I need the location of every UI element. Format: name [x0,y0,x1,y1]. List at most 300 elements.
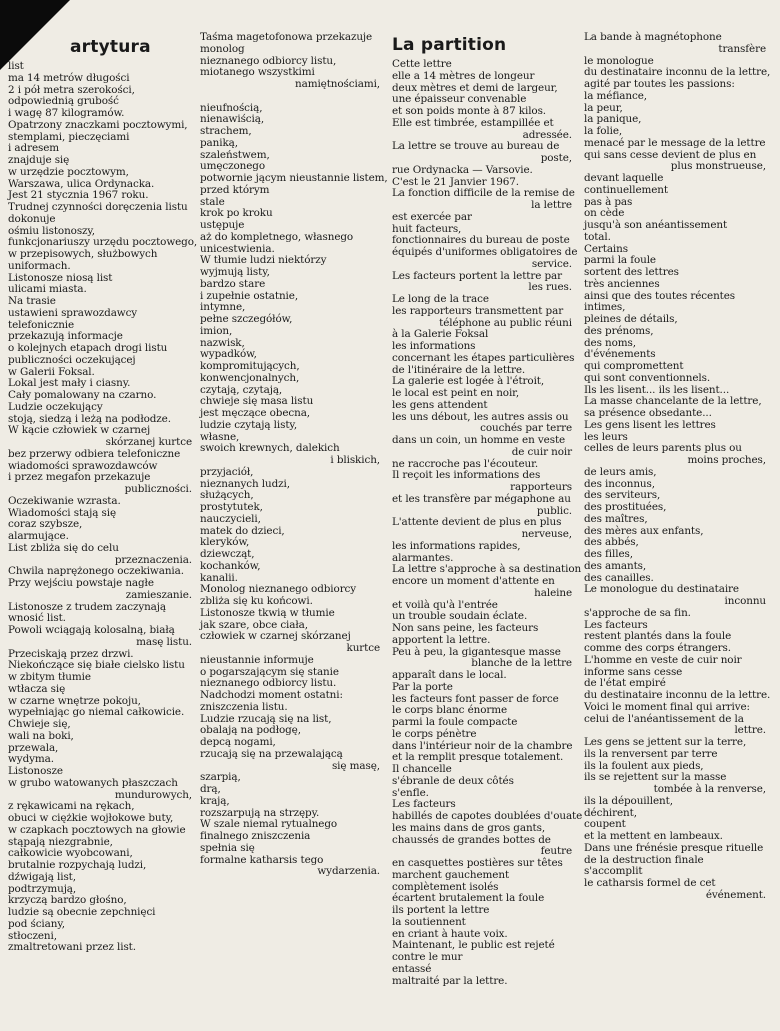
text-line: et la remplit presque totalement. [392,751,564,764]
text-line: d'événements [584,348,656,361]
text-line: elle a 14 mètres de longeur [392,69,535,82]
text-line: wypełniając go niemal całkowicie. [8,706,185,719]
text-line: comme des corps étrangers. [584,642,731,654]
text-line: kompromitujących, [200,360,300,372]
polish-text-2 [200,31,388,878]
text-line: Cette lettre [392,58,452,70]
text-line: w grubo watowanych płaszczach [8,776,178,789]
text-line: parmi la foule [584,254,656,267]
text-line: w czarne wnętrze pokoju, [8,694,141,707]
text-line: paniką, [200,136,238,149]
text-line: wali na boki, [8,729,74,742]
text-line: s'ébranle de deux côtés [392,774,514,787]
text-line: W tłumie ludzi niektórzy [200,254,327,267]
text-line: nieznanego odbiorcy listu, [200,54,337,67]
text-line: publiczności oczekującej [8,353,136,366]
text-line: kochanków, [200,559,261,572]
text-line: o pogarszającym się stanie [200,665,339,678]
text-line: menacé par le message de la lettre [584,136,766,149]
text-line: pleines de détails, [584,313,678,325]
text-line: pas à pas [584,195,633,208]
text-line: inconnu [724,595,766,607]
text-line: dans un coin, un homme en veste [392,434,566,446]
text-line: List zbliża się do celu [8,541,119,554]
text-line: o kolejnych etapach drogi listu [8,342,168,354]
text-line: les gens attendent [392,398,488,411]
text-line: les rapporteurs transmettent par [392,304,564,317]
text-line: Taśma magetofonowa przekazuje [200,31,373,43]
text-line: kurtce [346,642,380,654]
text-line: ne raccroche pas l'écouteur. [392,457,539,470]
text-line: service. [531,257,572,270]
text-line: drą, [200,783,221,795]
text-line: Jest 21 stycznia 1967 roku. [8,189,149,202]
text-line: Les facteurs [392,798,456,811]
french-column-1 [392,32,583,987]
text-line: des canailles. [584,571,654,584]
text-line: coupent [584,818,626,831]
text-line: les uns débout, les autres assis ou [392,410,569,423]
text-line: obuci w ciężkie wojłokowe buty, [8,812,174,824]
text-line: służących, [200,489,254,502]
polish-column-1 [8,34,198,954]
text-line: qui sont conventionnels. [584,371,711,384]
text-line: blanche de la lettre [471,657,572,670]
text-line: le monologue [584,54,654,67]
text-line: jak szare, obce ciała, [200,618,308,631]
text-line: kanalii. [200,571,238,584]
text-line: nieustannie informuje [200,653,314,666]
text-line: du destinataire inconnu de la lettre. [584,689,771,701]
text-line: téléphone au public réuni [439,316,572,329]
text-line: depcą nogami, [200,736,276,748]
text-line: przekazują informacje [8,330,123,343]
text-line: wydarzenia. [317,865,380,878]
text-line: strachem, [200,125,252,137]
text-line: les informations [392,340,476,352]
text-line: nauczycieli, [200,512,261,525]
text-line: stoją, siedzą i leżą na podłodze. [8,412,171,425]
text-line: wnosić list. [8,612,66,625]
text-line: La lettre s'approche à sa destination [392,563,582,576]
text-line: L'attente devient de plus en plus [392,516,562,529]
text-line: dans l'intérieur noir de la chambre [392,739,573,752]
text-line: w urzędzie pocztowym, [8,165,129,178]
text-line: en criant à haute voix. [392,927,508,940]
french-title: La partition [392,35,507,55]
text-line: Les facteurs [584,618,648,631]
text-line: Oczekiwanie wzrasta. [8,494,121,507]
text-line [200,91,380,103]
text-line: Ludzie oczekujący [8,400,103,413]
text-line: Trudnej czynności doręczenia listu [8,201,188,213]
text-line: finalnego zniszczenia [200,830,311,842]
text-line: moins proches, [687,454,766,466]
text-line: et les transfère par mégaphone au [392,492,571,505]
text-line: en casquettes postières sur têtes [392,857,563,869]
text-line: stłoczeni, [8,929,57,942]
text-line: équipés d'uniformes obligatoires de [392,246,578,258]
text-line: nieznanego odbiorcy listu. [200,677,337,690]
text-line: w czapkach pocztowych na głowie [8,823,186,836]
text-line: un trouble soudain éclate. [392,610,528,623]
text-line: bez przerwy odbiera telefoniczne [8,447,181,460]
text-line: apparaît dans le local. [392,669,507,681]
text-line: funkcjonariuszy urzędu pocztowego, [8,236,198,249]
polish-title: artytura [70,37,151,57]
text-line: deux mètres et demi de largeur, [392,81,558,94]
text-line: znajduje się [8,154,70,166]
text-line: Cały pomalowany na czarno. [8,389,157,401]
text-line: ma 14 metrów długości [8,71,130,84]
text-line: zmaltretowani przez list. [8,941,136,954]
text-line: devant laquelle [584,172,664,184]
text-line: W kącie człowiek w czarnej [8,424,151,437]
text-line: miotanego wszystkimi [200,66,315,79]
text-line: tombée à la renverse, [653,783,766,795]
text-line: est exercée par [392,210,472,223]
text-line: entassé [392,962,432,975]
text-line: La galerie est logée à l'étroit, [392,375,545,388]
text-line: zbliża się ku końcowi. [200,595,313,607]
text-line: zamieszanie. [125,588,192,601]
text-line: les rues. [528,281,572,294]
text-line: la peur, [584,101,623,114]
text-line: człowiek w czarnej skórzanej [200,630,351,643]
text-line: brutalnie rozpychają ludzi, [8,859,147,871]
text-line: 2 i pół metra szerokości, [8,83,135,96]
text-line: celles de leurs parents plus ou [584,442,742,455]
text-line: Peu à peu, la gigantesque masse [392,645,561,658]
text-line: intimes, [584,301,626,314]
text-line: Niekończące się białe cielsko listu [8,659,185,672]
text-line: całkowicie wyobcowani, [8,847,133,860]
text-line: rzucają się na przewalającą [200,747,343,760]
text-line: lettre. [734,724,766,737]
text-line: Listonosze z trudem zaczynają [8,600,166,613]
text-line: sortent des lettres [584,266,679,278]
text-line: konwencjonalnych, [200,371,300,384]
text-line: w zbitym tłumie [8,671,91,683]
text-line: Na trasie [8,295,56,307]
text-line: uniformach. [8,259,71,272]
text-line: la méfiance, [584,89,647,102]
text-line: de cuir noir [511,445,572,458]
text-line: Listonosze [8,765,63,777]
text-line: Powoli wciągają kolosalną, białą [8,624,175,636]
text-line: public. [536,504,572,517]
text-line: des abbés, [584,536,639,549]
text-line: Chwieje się, [8,718,71,730]
text-line: odpowiednią grubość [8,95,119,108]
text-line: nazwisk, [200,336,245,349]
text-line: et son poids monte à 87 kilos. [392,105,547,117]
text-line: s'enfle. [392,786,429,799]
text-line: Les facteurs portent la lettre par [392,269,563,282]
text-line: szaleństwem, [200,148,270,161]
text-line: agité par toutes les passions: [584,78,735,90]
text-line: krzyczą bardzo głośno, [8,894,127,907]
french-text-1 [392,58,583,987]
text-line: obalają na podłogę, [200,724,301,737]
text-line: W szale niemal rytualnego [200,818,338,831]
text-line: Maintenant, le public est rejeté [392,939,555,952]
text-line: Przeciskają przez drzwi. [8,647,134,660]
text-line: des prostituées, [584,501,667,513]
text-line: L'homme en veste de cuir noir [584,653,742,666]
text-line: masę listu. [136,635,192,648]
text-line: Le long de la trace [392,293,489,305]
text-line: Voici le moment final qui arrive: [584,700,750,713]
text-line: ils la dépouillent, [584,794,673,807]
text-line: coraz szybsze, [8,518,83,531]
text-line: krok po kroku [200,207,273,220]
text-line: w przepisowych, służbowych [8,248,158,260]
text-line: Ludzie rzucają się na list, [200,712,332,725]
text-line: on cède [584,207,625,220]
text-line: la panique, [584,113,642,126]
text-line: à la Galerie Foksal [392,328,489,341]
text-line: la folie, [584,125,623,137]
text-line: une épaisseur convenable [392,93,527,106]
text-line: déchirent, [584,806,637,819]
text-line: informe sans cesse [584,665,683,678]
text-line: dziewcząt, [200,548,255,560]
text-line: list [8,60,24,72]
text-line: la soutiennent [392,915,466,928]
text-line: i zupełnie ostatnie, [200,289,299,302]
text-line: qui sans cesse devient de plus en [584,148,757,161]
text-line: jest męczące obecna, [200,407,311,419]
text-line: alarmantes. [392,551,454,564]
text-line: dźwigają list, [8,870,76,883]
text-line: rapporteurs [510,481,572,493]
text-line: stale [200,195,225,208]
french-column-2 [584,31,771,902]
text-line: i przez megafon przekazuje [8,471,151,484]
text-line: le corps pénètre [392,727,477,740]
text-line: Listonosze tkwią w tłumie [200,606,335,619]
text-line: bardzo stare [200,277,266,290]
text-line: wtłacza się [8,682,66,695]
text-line: matek do dzieci, [200,524,285,537]
text-line: maltraité par la lettre. [392,974,508,987]
text-line: La masse chancelante de la lettre, [584,395,762,408]
text-line: événement. [705,888,766,901]
text-line: ulicami miasta. [8,283,87,296]
text-line: przewala, [8,741,59,754]
text-line: des filles, [584,548,633,560]
text-line: Les gens se jettent sur la terre, [584,736,747,748]
text-line: telefonicznie [8,318,75,331]
text-line: habillés de capotes doublées d'ouate [392,810,583,822]
text-line: de l'itinéraire de la lettre. [392,363,526,376]
text-line: formalne katharsis tego [200,853,324,866]
text-line: Il reçoit les informations des [392,469,541,482]
text-line: de la destruction finale [584,853,704,866]
text-line: Opatrzony znaczkami pocztowymi, [8,118,188,131]
text-line: poste, [540,152,572,164]
text-line: Chwila naprężonego oczekiwania. [8,565,184,578]
text-line: dokonuje [8,212,56,225]
text-line: les mains dans de gros gants, [392,821,546,834]
text-line: très anciennes [584,277,660,290]
text-line: les facteurs font passer de force [392,692,559,705]
text-line: le local est peint en noir, [392,387,520,399]
text-line: czytają, czytają, [200,383,283,396]
text-line: continuellement [584,183,668,196]
text-line: potwornie jącym nieustannie listem, [200,172,388,184]
text-line: Par la porte [392,680,453,693]
text-line: et la mettent en lambeaux. [584,830,723,842]
text-line: pełne szczegółów, [200,313,293,325]
text-line: la lettre [531,199,572,211]
text-line: transfère [718,42,766,55]
text-line: des maîtres, [584,512,648,525]
text-line: complètement isolés [392,880,499,893]
text-line: aż do kompletnego, własnego [200,230,354,243]
text-line: ils se rejettent sur la masse [584,771,727,784]
text-line: i adresem [8,142,60,155]
text-line: z rękawicami na rękach, [8,800,135,813]
text-line: s'accomplit [584,865,643,878]
text-line: les leurs [584,430,628,443]
text-line: ustawieni sprawozdawcy [8,306,138,319]
text-line: fonctionnaires du bureau de poste [392,234,570,247]
text-line: le catharsis formel de cet [584,877,716,889]
text-line: les informations rapides, [392,539,521,552]
text-line: des noms, [584,336,636,349]
text-line: de l'état empiré [584,677,666,690]
polish-text-1 [8,60,198,954]
text-line: Certains [584,242,628,255]
text-line: i bliskich, [330,454,380,466]
text-line: La bande à magnétophone [584,31,722,43]
text-line: ludzie są obecnie zepchnięci [8,906,156,918]
text-line: des serviteurs, [584,489,661,502]
text-line: restent plantés dans la foule [584,630,732,643]
text-line: przeznaczenia. [114,553,192,566]
text-line: Il chancelle [392,763,452,775]
text-line: total. [584,230,611,243]
text-line: alarmujące. [8,530,69,542]
text-line: couchés par terre [480,422,572,435]
text-line: monolog [200,42,245,55]
text-line: des mères aux enfants, [584,524,704,537]
text-line: Wiadomości stają się [8,506,117,519]
text-line: własne, [200,430,240,443]
text-line: le corps blanc énorme [392,704,508,717]
text-line: nieznanych ludzi, [200,477,290,490]
text-line: feutre [540,845,572,858]
text-line: wypadków, [200,348,257,361]
text-line: skórzanej kurtce [105,436,192,448]
text-line: intymne, [200,301,246,314]
text-line: apportent la lettre. [392,633,491,646]
polish-column-2 [200,31,388,878]
text-line: wyjmują listy, [200,266,270,278]
text-line: chwieje się masa listu [200,395,314,408]
text-line: stąpają niezgrabnie, [8,835,113,848]
text-line: concernant les étapes particulières [392,351,575,364]
text-line: szarpią, [200,771,241,784]
text-line: Nadchodzi moment ostatni: [200,689,343,701]
text-line: ośmiu listonoszy, [8,224,96,237]
text-line: s'approche de sa fin. [584,606,691,619]
text-line: Les gens lisent les lettres [584,418,716,431]
text-line: przyjaciół, [200,465,254,478]
text-line: stemplami, pieczęciami [8,130,130,143]
french-text-2 [584,31,771,902]
text-line: rozszarpują na strzępy. [200,806,320,819]
text-line: du destinataire inconnu de la lettre, [584,66,771,79]
text-line: przed którym [200,183,270,196]
text-line: wydyma. [8,753,54,766]
text-line: ainsi que des toutes récentes [584,289,736,302]
text-line: unicestwienia. [200,242,275,255]
text-line: mundurowych, [114,788,192,801]
text-line: encore un moment d'attente en [392,575,555,587]
text-line: wiadomości sprawozdawców [8,459,158,472]
text-line: huit facteurs, [392,222,462,235]
text-line: i wagę 87 kilogramów. [8,107,125,119]
text-line: nienawiścią, [200,113,265,126]
text-line: swoich krewnych, dalekich [200,442,340,455]
text-line: ils la renversent par terre [584,747,718,760]
text-line: jusqu'à son anéantissement [584,219,728,231]
text-line: et voilà qu'à l'entrée [392,598,498,611]
page-corner-fold [0,0,70,70]
text-line: des amants, [584,559,647,572]
text-line: imion, [200,324,233,337]
text-line: nieufnością, [200,101,263,114]
text-line: Ils les lisent... ils les lisent... [584,383,730,396]
text-line: zniszczenia listu. [200,700,288,713]
text-line: Listonosze niosą list [8,271,113,284]
text-line: La lettre se trouve au bureau de [392,140,560,153]
text-line: Le monologue du destinataire [584,583,739,596]
text-line: kleryków, [200,536,250,549]
text-line: prostytutek, [200,501,263,513]
text-line: krają, [200,794,230,807]
text-line: des inconnus, [584,477,655,490]
text-line: rue Ordynacka — Varsovie. [392,163,533,176]
text-line: pod ściany, [8,917,65,930]
text-line: parmi la foule compacte [392,716,518,728]
text-line: Dans une frénésie presque rituelle [584,841,764,854]
text-line: Przy wejściu powstaje nagłe [8,577,154,589]
text-line: C'est le 21 Janvier 1967. [392,175,519,188]
text-line: ils la foulent aux pieds, [584,759,704,772]
text-line: nerveuse, [521,528,572,540]
text-line: sa présence obsedante... [584,407,712,419]
text-line: ils portent la lettre [392,904,490,916]
text-line: się masę, [331,759,380,772]
text-line: Elle est timbrée, estampillée et [392,116,554,129]
text-line: adressée. [522,128,572,141]
text-line: plus monstrueuse, [670,160,766,173]
text-line: podtrzymują, [8,882,77,895]
text-line: umęczonego [200,160,265,173]
text-line: contre le mur [392,951,463,963]
text-line: La fonction difficile de la remise de [392,187,575,200]
text-line: ustępuje [200,219,245,231]
text-line: haleine [534,586,572,599]
text-line: Non sans peine, les facteurs [392,622,539,634]
text-line: publiczności. [124,483,192,495]
text-line: ludzie czytają listy, [200,418,298,431]
text-line: des prénoms, [584,324,654,337]
